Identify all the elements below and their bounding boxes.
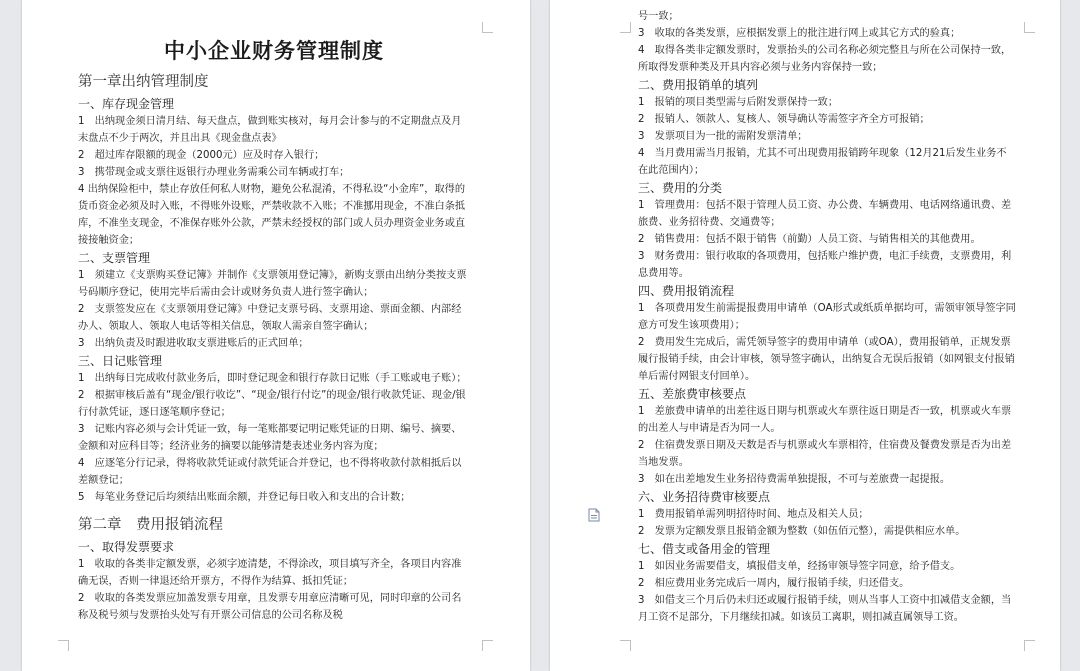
page-corner-mark — [620, 22, 631, 33]
paragraph: 2 超过库存限额的现金（2000元）应及时存入银行； — [78, 150, 325, 161]
section-heading: 二、支票管理 — [78, 251, 151, 265]
page-corner-mark — [482, 22, 493, 33]
paragraph: 3 记账内容必须与会计凭证一致，每一笔账都要记明记账凭证的日期、编号、摘要、金额和对应科目等；经济业务的摘要以能够清楚表述业务内容为度； — [78, 424, 462, 452]
paragraph: 3 出纳负责及时跟进收取支票进账后的正式回单； — [78, 338, 309, 349]
paragraph: 2 发票为定额发票且报销金额为整数（如伍佰元整），需提供相应水单。 — [638, 526, 966, 537]
paragraph: 4 出纳保险柜中，禁止存放任何私人财物，避免公私混淆，不得私设“小金库”，取得的货币资金必须及时入账，不得账外设账，严禁收款不入账；不准挪用现金，不准白条抵库，不准坐支现金，不准保存账外公款，严禁未经授权的部门或人员办理资金业务或直接接触资金； — [78, 184, 466, 246]
document-options-icon[interactable] — [588, 508, 600, 522]
chapter-heading: 第一章出纳管理制度 — [78, 74, 209, 90]
paragraph: 1 出纳每日完成收付款业务后，即时登记现金和银行存款日记账（手工账或电子账）； — [78, 373, 467, 384]
paragraph: 2 相应费用业务完成后一周内，履行报销手续，归还借支。 — [638, 578, 910, 589]
section-heading: 三、费用的分类 — [638, 181, 723, 195]
paragraph: 2 支票签发应在《支票领用登记簿》中登记支票号码、支票用途、票面金额、内部经办人、领取人、领取人电话等相关信息，领取人需亲自签字确认； — [78, 304, 462, 332]
paragraph: 3 如在出差地发生业务招待费需单独提报，不可与差旅费一起提报。 — [638, 474, 951, 485]
paragraph: 3 发票项目为一批的需附发票清单； — [638, 131, 808, 142]
paragraph: 5 每笔业务登记后均须结出账面余额，并登记每日收入和支出的合计数； — [78, 492, 411, 503]
paragraph: 2 销售费用：包括不限于销售（前勤）人员工资、与销售相关的其他费用。 — [638, 234, 981, 245]
paragraph: 1 须建立《支票购买登记簿》并制作《支票领用登记簿》，新购支票由出纳分类按支票号码顺序登记，使用完毕后需由会计或财务负责人进行签字确认； — [78, 270, 467, 298]
page-corner-mark — [1024, 640, 1035, 651]
page-content — [638, 8, 1016, 626]
section-heading: 七、借支或备用金的管理 — [638, 542, 771, 556]
paragraph: 3 携带现金或支票往返银行办理业务需乘公司车辆或打车； — [78, 167, 350, 178]
document-page-right — [550, 0, 1060, 671]
section-heading: 六、业务招待费审核要点 — [638, 490, 771, 504]
page-corner-mark — [482, 640, 493, 651]
document-title: 中小企业财务管理制度 — [164, 38, 384, 63]
paragraph: 2 根据审核后盖有“现金/银行收讫”、“现金/银行付讫”的现金/银行收款凭证、现金/银行付款凭证，逐日逐笔顺序登记； — [78, 390, 466, 418]
paragraph: 2 报销人、领款人、复核人、领导确认等需签字齐全方可报销； — [638, 114, 930, 125]
document-page-left — [22, 0, 530, 671]
section-heading: 三、日记账管理 — [78, 354, 163, 368]
paragraph: 4 当月费用需当月报销，尤其不可出现费用报销跨年现象（12月21后发生业务不在此范围内）； — [638, 148, 1007, 176]
section-heading: 二、费用报销单的填列 — [638, 78, 759, 92]
paragraph: 2 收取的各类发票应加盖发票专用章，且发票专用章应清晰可见，同时印章的公司名称及税号须与发票抬头处写有开票公司信息的公司名称及税 — [78, 593, 462, 621]
page-corner-mark — [1024, 22, 1035, 33]
paragraph: 1 管理费用：包括不限于管理人员工资、办公费、车辆费用、电话网络通讯费、差旅费、业务招待费、交通费等； — [638, 200, 1012, 228]
paragraph: 号一致； — [638, 11, 679, 22]
page-corner-mark — [620, 640, 631, 651]
paragraph: 1 差旅费申请单的出差往返日期与机票或火车票往返日期是否一致，机票或火车票的出差人与申请是否为同一人。 — [638, 406, 1012, 434]
section-heading: 一、库存现金管理 — [78, 97, 175, 111]
chapter-heading: 第二章 费用报销流程 — [78, 517, 223, 533]
page-content — [78, 6, 470, 624]
paragraph: 2 住宿费发票日期及天数是否与机票或火车票相符，住宿费及餐费发票是否为出差当地发票。 — [638, 440, 1012, 468]
paragraph: 1 出纳现金须日清月结、每天盘点，做到账实核对，每月会计参与的不定期盘点及月末盘点不少于两次，并且出具《现金盘点表》 — [78, 116, 462, 144]
section-heading: 四、费用报销流程 — [638, 284, 735, 298]
paragraph: 2 费用发生完成后，需凭领导签字的费用申请单（或OA），费用报销单，正规发票履行报销手续，由会计审核，领导签字确认，出纳复合无误后报销（如网银支付报销单后需付网银支付回单）。 — [638, 337, 1015, 382]
page-corner-mark — [58, 640, 69, 651]
paragraph: 4 应逐笔分行记录，得将收款凭证或付款凭证合并登记，也不得将收款付款相抵后以差额登记； — [78, 458, 462, 486]
paragraph: 3 如借支三个月后仍未归还或履行报销手续，则从当事人工资中扣减借支金额，当月工资不足部分，下月继续扣减。如该员工离职，则扣减直属领导工资。 — [638, 595, 1012, 623]
paragraph: 1 费用报销单需列明招待时间、地点及相关人员； — [638, 509, 869, 520]
section-heading: 五、差旅费审核要点 — [638, 387, 747, 401]
paragraph: 3 收取的各类发票，应根据发票上的批注进行网上或其它方式的验真； — [638, 28, 961, 39]
paragraph: 1 报销的项目类型需与后附发票保持一致； — [638, 97, 839, 108]
paragraph: 4 取得各类非定额发票时，发票抬头的公司名称必须完整且与所在公司保持一致，所取得发票种类及开具内容必须与业务内容保持一致； — [638, 45, 1012, 73]
paragraph: 1 收取的各类非定额发票，必须字迹清楚，不得涂改，项目填写齐全，各项目内容准确无误，否则一律退还给开票方，不得作为结算、抵扣凭证； — [78, 559, 462, 587]
page-gap — [530, 0, 550, 671]
vertical-scrollbar[interactable] — [1068, 0, 1080, 671]
section-heading: 一、取得发票要求 — [78, 540, 175, 554]
paragraph: 1 如因业务需要借支，填报借支单，经扬审领导签字同意，给予借支。 — [638, 561, 961, 572]
paragraph: 1 各项费用发生前需提报费用申请单（OA形式或纸质单据均可，需领审领导签字同意方可发生该项费用）； — [638, 303, 1016, 331]
paragraph: 3 财务费用：银行收取的各项费用，包括账户维护费，电汇手续费，支票费用，利息费用等。 — [638, 251, 1012, 279]
